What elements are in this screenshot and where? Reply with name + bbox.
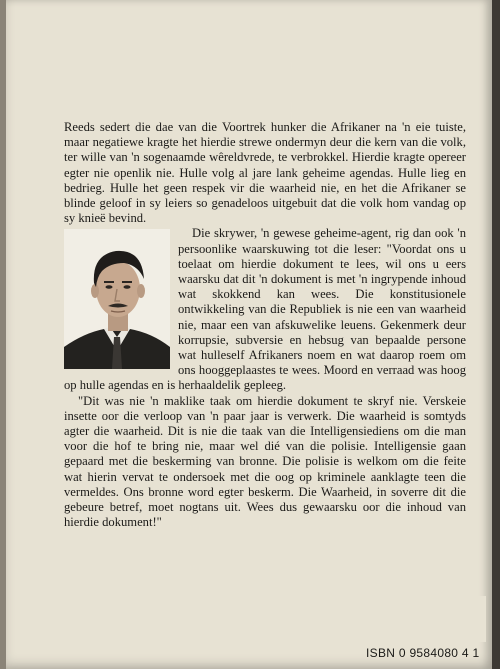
isbn-number: ISBN 0 9584080 4 1 (366, 646, 480, 660)
blurb-paragraph-2: Die skrywer, 'n gewese geheime-agent, rig dan ook 'n persoonlike waarskuwing tot die leser: "Voordat ons u toelaat om hierdie dokument te lees, wil ons u eers waarsku dat dit 'n dokument is met 'n ingrypende inhoud wat skokkend kan wees. Die konstitusionele ontwikkeling van die Republiek is nie een van waarheid nie, maar een van afskuwelike leuens. Gekenmerk deur korrupsie, subversie en hebsug van bepaalde persone wat hulleself Afrikaners noem en wat daarop roem om ons hooggeplaastes te wees. Moord en verraad was hoog op hulle agendas en is herhaaldelik gepleeg. (64, 226, 466, 393)
blurb-paragraph-3: "Dit was nie 'n maklike taak om hierdie dokument te skryf nie. Verskeie insette oor die verloop van 'n paar jaar is verwerk. Die waarheid is somtyds agter die waarheid. Dit is nie die taak van die Intelligensiediens om die man voor die hof te bring nie, maar wel dié van die polisie. Intelligensie gaan gepaard met die beskerming van bronne. Die polisie is welkom om die feite wat hierin vervat te ondersoek met die oog op kriminele aanklagte teen die vermeldes. Ons bronne word egter beskerm. Die Waarheid, in soverre dit die gebeure betref, moet nogtans uit. Wees dus gewaarsku oor die inhoud van hierdie dokument!" (64, 393, 466, 530)
author-portrait-image (64, 229, 170, 369)
blurb-text (64, 120, 466, 530)
barcode-area (368, 596, 486, 642)
blurb-paragraph-1: Reeds sedert die dae van die Voortrek hunker die Afrikaner na 'n eie tuiste, maar negatiewe kragte het hierdie strewe ondermyn deur die kern van die volk, ter wille van 'n sogenaamde wêreldvrede, te verbrokkel. Hierdie kragte opereer egter nie openlik nie. Hulle volg al jare lank geheime agendas. Hulle lieg en bedrieg. Hulle het geen respek vir die waarheid nie, en het die Afrikaner se blinde geloof in sy leiers so genadeloos uitgebuit dat die volk hom vandag op sy knieë bevind. (64, 120, 466, 226)
book-back-cover (6, 0, 492, 669)
author-portrait (64, 229, 170, 369)
